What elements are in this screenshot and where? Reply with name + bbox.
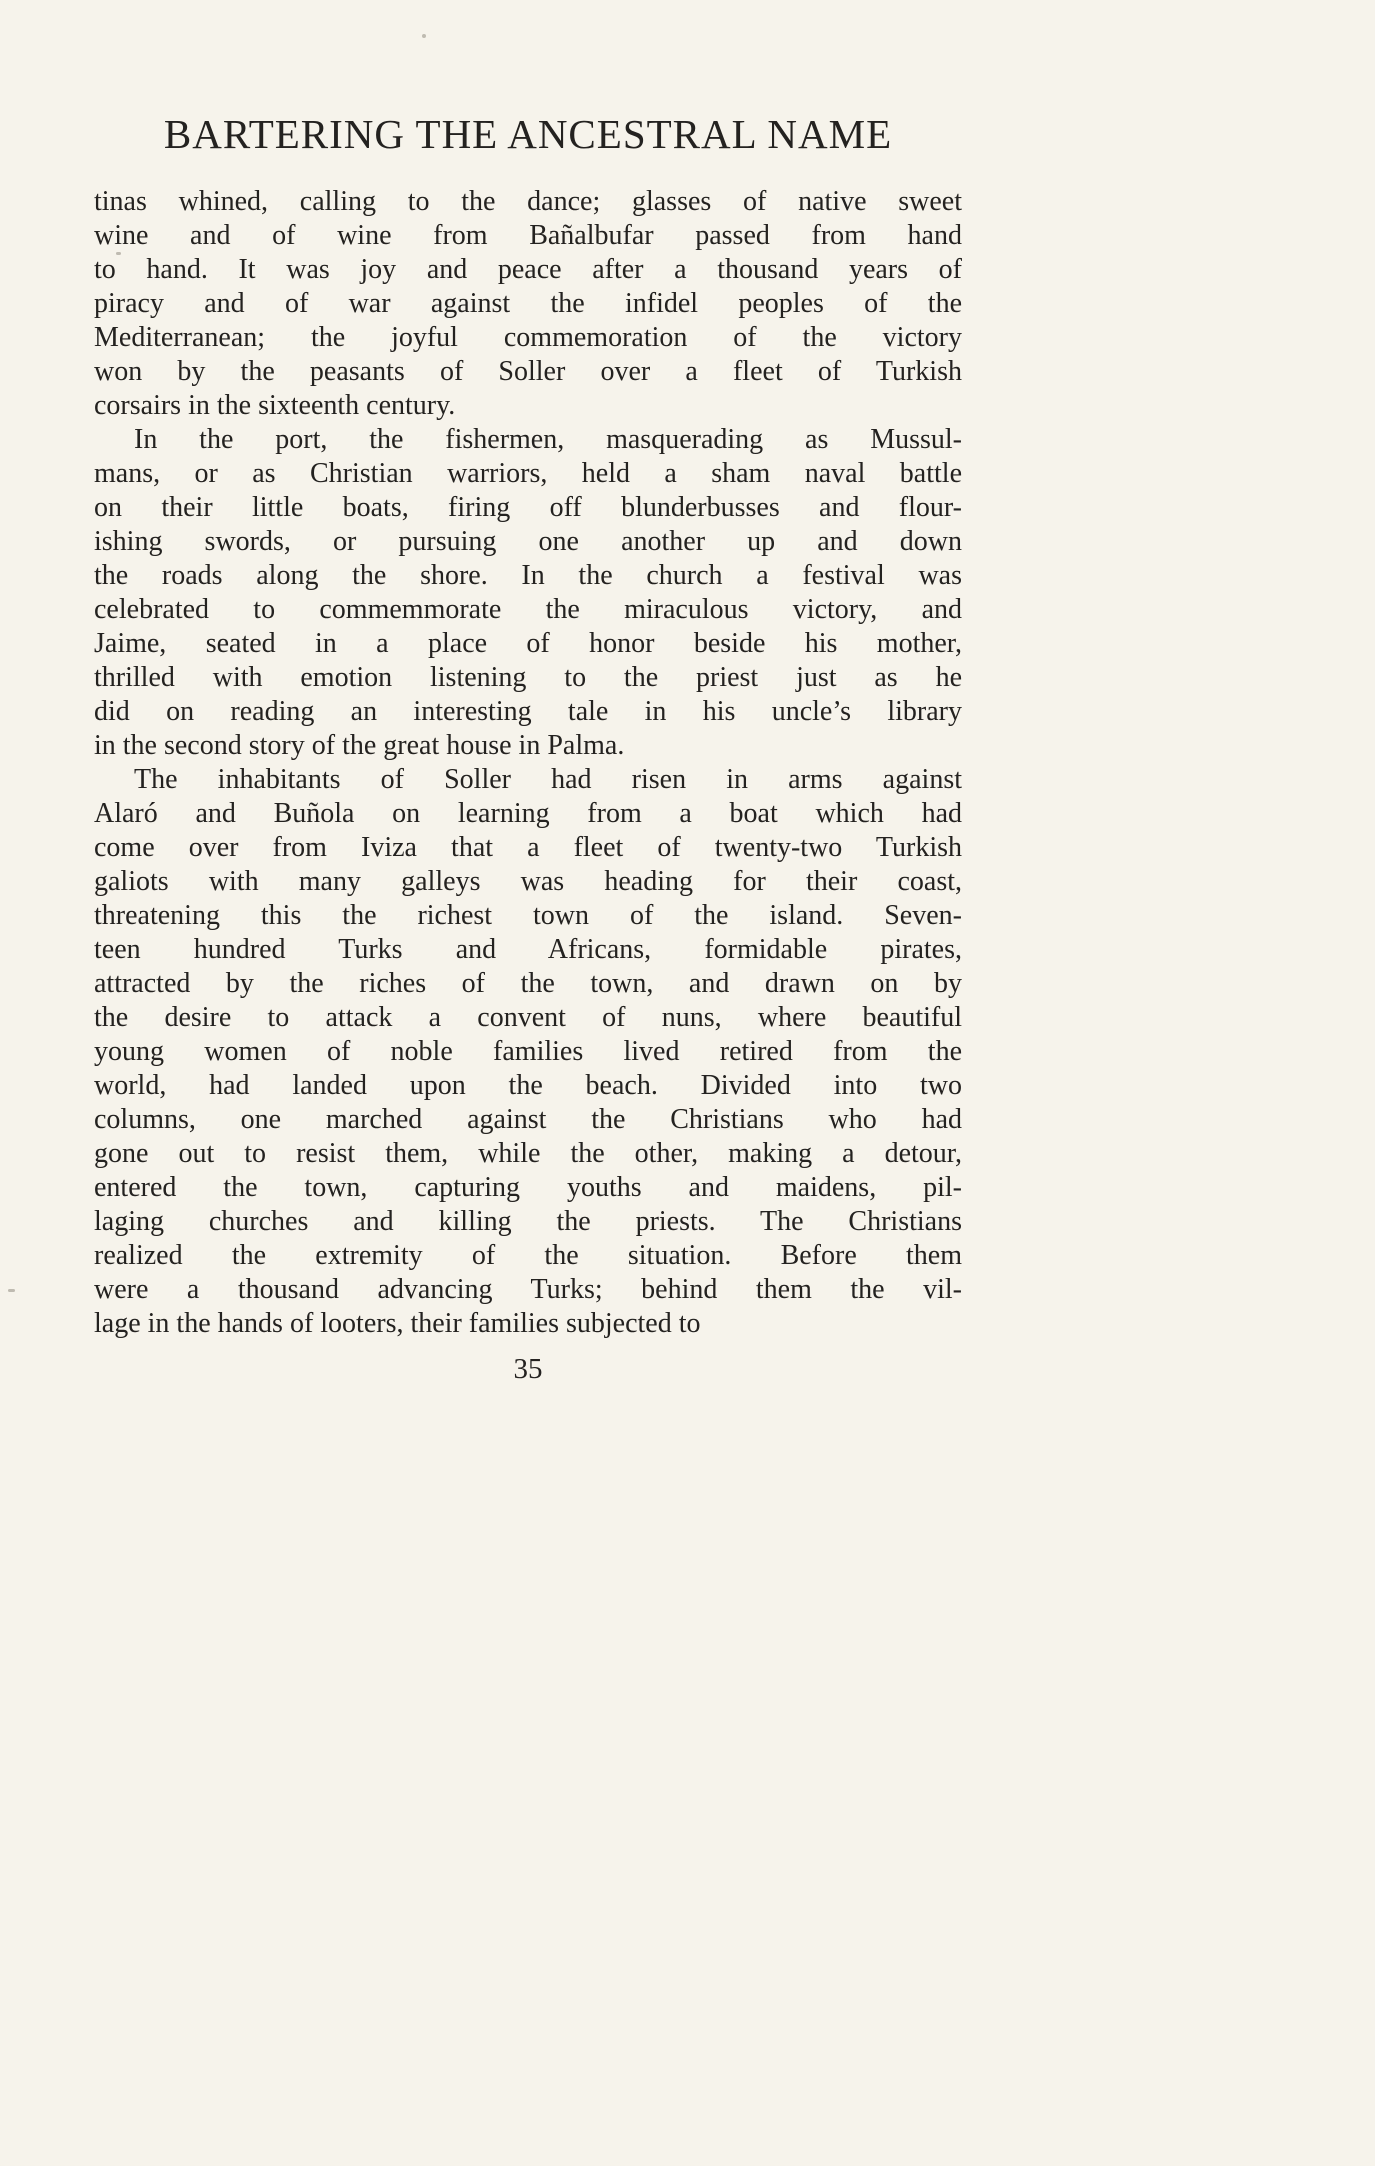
text-line: In the port, the fishermen, masquerading as Mussul- [134, 424, 962, 455]
text-line: tinas whined, calling to the dance; glasses of native sweet [94, 186, 962, 217]
text-line: celebrated to commemmorate the miraculous victory, and [94, 594, 962, 625]
text-line: The inhabitants of Soller had risen in arms against [134, 764, 962, 795]
text-line: thrilled with emotion listening to the priest just as he [94, 662, 962, 693]
text-line: piracy and of war against the infidel peoples of the [94, 288, 962, 319]
scan-speck [422, 34, 426, 38]
text-line: columns, one marched against the Christians who had [94, 1104, 962, 1135]
text-line: entered the town, capturing youths and maidens, pil- [94, 1172, 962, 1203]
text-line: corsairs in the sixteenth century. [94, 390, 456, 421]
text-line: world, had landed upon the beach. Divided into two [94, 1070, 962, 1101]
text-line: in the second story of the great house in Palma. [94, 730, 625, 761]
text-line: were a thousand advancing Turks; behind them the vil- [94, 1274, 962, 1305]
text-line: mans, or as Christian warriors, held a sham naval battle [94, 458, 962, 489]
text-line: gone out to resist them, while the other, making a detour, [94, 1138, 962, 1169]
text-line: attracted by the riches of the town, and drawn on by [94, 968, 962, 999]
text-line: the desire to attack a convent of nuns, where beautiful [94, 1002, 962, 1033]
text-block [94, 110, 962, 1386]
text-line: laging churches and killing the priests. The Christians [94, 1206, 962, 1237]
text-line: ishing swords, or pursuing one another up and down [94, 526, 962, 557]
text-line: teen hundred Turks and Africans, formidable pirates, [94, 934, 962, 965]
page-body [94, 185, 962, 1341]
text-line: threatening this the richest town of the island. Seven- [94, 900, 962, 931]
text-line: lage in the hands of looters, their families subjected to [94, 1308, 701, 1339]
text-line: realized the extremity of the situation. Before them [94, 1240, 962, 1271]
paragraph [94, 185, 962, 423]
text-line: Mediterranean; the joyful commemoration of the victory [94, 322, 962, 353]
text-line: to hand. It was joy and peace after a thousand years of [94, 254, 962, 285]
text-line: did on reading an interesting tale in his uncle’s library [94, 696, 962, 727]
scan-speck [8, 1289, 15, 1292]
text-line: young women of noble families lived retired from the [94, 1036, 962, 1067]
chapter-heading: BARTERING THE ANCESTRAL NAME [163, 111, 893, 157]
text-line: come over from Iviza that a fleet of twenty-two Turkish [94, 832, 962, 863]
paragraph [94, 763, 962, 1341]
text-line: the roads along the shore. In the church a festival was [94, 560, 962, 591]
text-line: Alaró and Buñola on learning from a boat which had [94, 798, 962, 829]
text-line: galiots with many galleys was heading for their coast, [94, 866, 962, 897]
text-line: wine and of wine from Bañalbufar passed from hand [94, 220, 962, 251]
page-number: 35 [513, 1353, 543, 1385]
paragraph [94, 423, 962, 763]
text-line: on their little boats, firing off blunderbusses and flour- [94, 492, 962, 523]
text-line: won by the peasants of Soller over a fleet of Turkish [94, 356, 962, 387]
text-line: Jaime, seated in a place of honor beside his mother, [94, 628, 962, 659]
